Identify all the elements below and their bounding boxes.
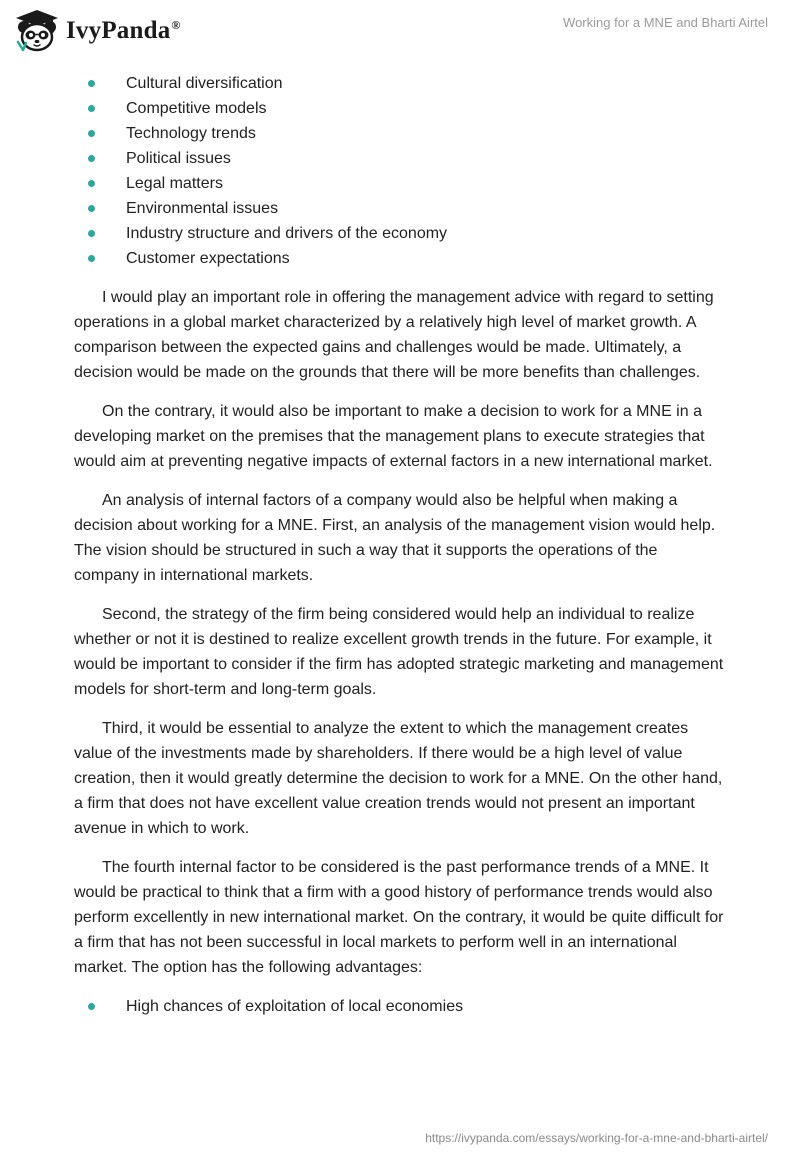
list-item: Technology trends — [74, 121, 724, 146]
brand-name: IvyPanda® — [66, 17, 181, 44]
bullet-icon — [88, 1003, 95, 1010]
list-item: Legal matters — [74, 171, 724, 196]
panda-graduate-icon — [14, 8, 60, 54]
ivypanda-logo[interactable] — [14, 8, 181, 54]
bullet-icon — [88, 130, 95, 137]
bullet-icon — [88, 255, 95, 262]
paragraph: Second, the strategy of the firm being considered would help an individual to realize whether or not it is destined to realize excellent growth trends in the future. For example, it would be important to consider if the firm has adopted strategic marketing and management models for short-term and long-term goals. — [74, 606, 724, 698]
advantages-list — [74, 994, 724, 1019]
essay-content — [74, 71, 724, 1019]
list-item: Cultural diversification — [74, 71, 724, 96]
bullet-icon — [88, 105, 95, 112]
paragraph: On the contrary, it would also be important to make a decision to work for a MNE in a developing market on the premises that the management plans to execute strategies that would aim at preventing negative impacts of external factors in a new international market. — [74, 403, 713, 470]
page-header — [0, 0, 800, 60]
paragraph: Third, it would be essential to analyze the extent to which the management creates value of the investments made by shareholders. If there would be a high level of value creation, then it would greatly determine the decision to work for a MNE. On the other hand, a firm that does not have excellent value creation trends would not present an important avenue in which to work. — [74, 720, 723, 837]
bullet-icon — [88, 180, 95, 187]
list-item: Environmental issues — [74, 196, 724, 221]
paragraph: An analysis of internal factors of a company would also be helpful when making a decision about working for a MNE. First, an analysis of the management vision would help. The vision should be structured in such a way that it supports the operations of the company in international markets. — [74, 492, 716, 584]
list-item: Customer expectations — [74, 246, 724, 271]
document-title: Working for a MNE and Bharti Airtel — [563, 15, 768, 30]
registered-mark: ® — [171, 17, 181, 32]
factor-list — [74, 71, 724, 271]
paragraph: The fourth internal factor to be considered is the past performance trends of a MNE. It would be practical to think that a firm with a good history of performance trends would also perform excellently in new international market. On the contrary, it would be quite difficult for a firm that has not been successful in local markets to perform well in an international market. The option has the following advantages: — [74, 859, 724, 976]
list-item: High chances of exploitation of local economies — [74, 994, 724, 1019]
bullet-icon — [88, 80, 95, 87]
source-url[interactable]: https://ivypanda.com/essays/working-for-a-mne-and-bharti-airtel/ — [425, 1131, 768, 1145]
paragraph: I would play an important role in offering the management advice with regard to setting operations in a global market characterized by a relatively high level of market growth. A comparison between the expected gains and challenges would be made. Ultimately, a decision would be made on the grounds that there will be more benefits than challenges. — [74, 289, 714, 381]
bullet-icon — [88, 205, 95, 212]
list-item: Competitive models — [74, 96, 724, 121]
list-item: Industry structure and drivers of the economy — [74, 221, 724, 246]
bullet-icon — [88, 155, 95, 162]
bullet-icon — [88, 230, 95, 237]
list-item: Political issues — [74, 146, 724, 171]
